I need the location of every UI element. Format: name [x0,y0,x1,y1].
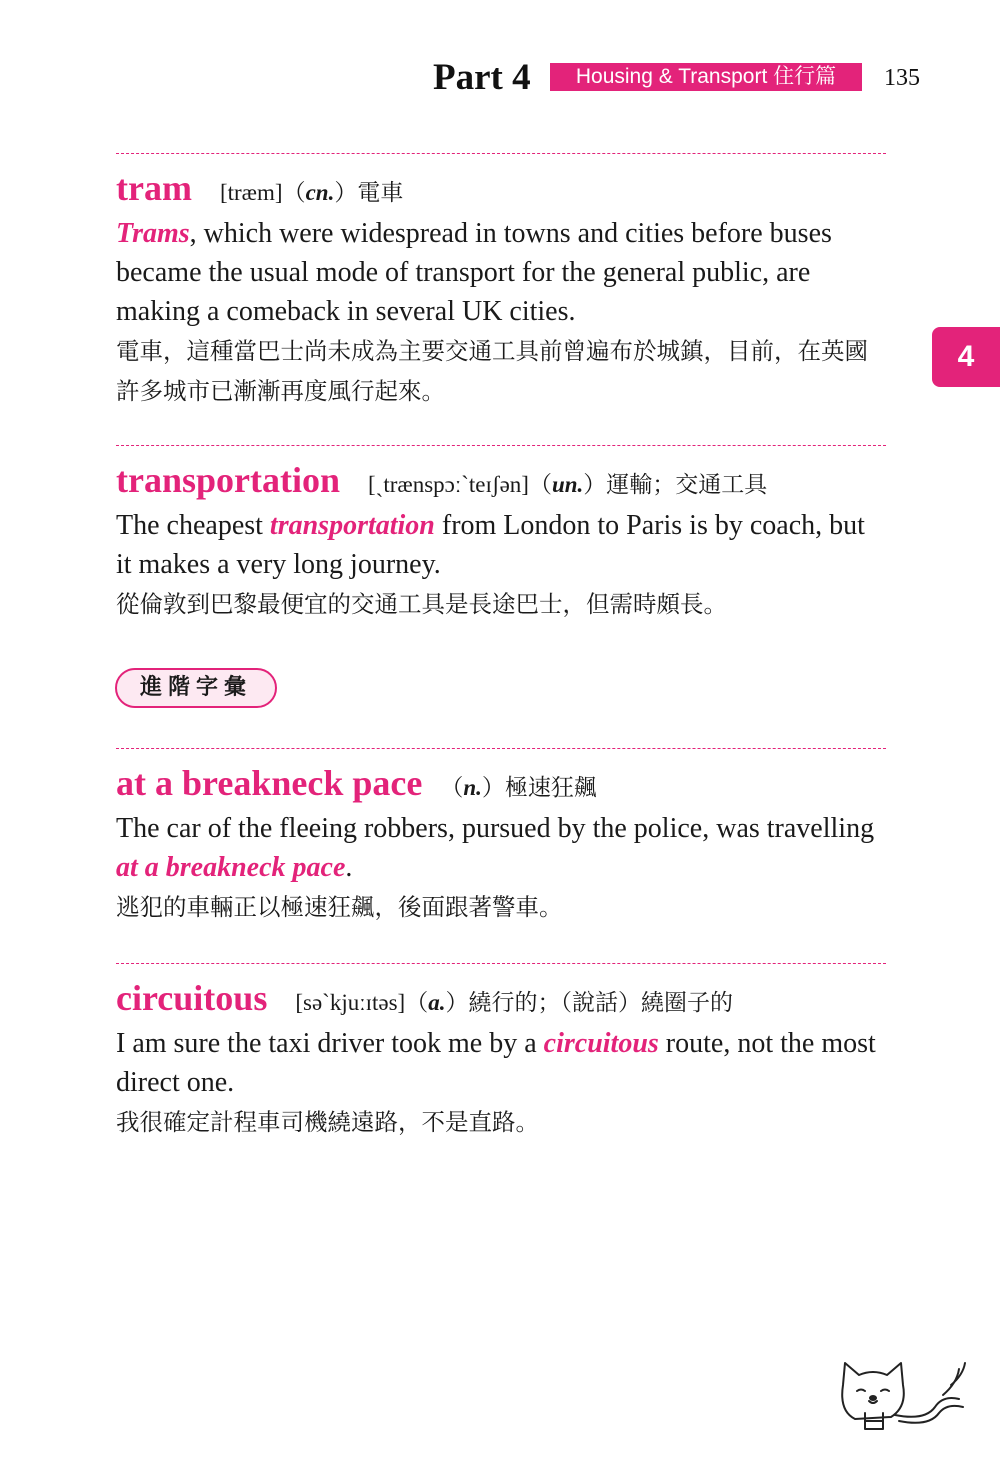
example-sentence [116,1024,886,1102]
page-header [0,56,1000,100]
section-badge: Housing & Transport 住行篇 [550,63,862,91]
entry-headline [116,458,886,502]
vocab-entry [116,458,886,624]
headword: at a breakneck pace [116,763,423,803]
headword: transportation [116,460,340,500]
translation: 逃犯的車輛正以極速狂飆，後面跟著警車。 [116,893,563,921]
translation: 我很確定計程車司機繞遠路，不是直路。 [116,1108,539,1136]
example-text: . [345,852,353,883]
page-number: 135 [884,65,920,91]
vocab-entry [116,761,886,927]
entry-headline [116,761,886,805]
example-sentence [116,506,886,584]
translation: 從倫敦到巴黎最便宜的交通工具是長途巴士，但需時頗長。 [116,590,727,618]
pos-abbrev: cn. [305,180,335,205]
phonetic: [træm] [219,180,283,205]
chapter-tab: 4 [932,327,1000,387]
meaning: 極速狂飆 [504,775,597,801]
part-of-speech: （cn.） [282,180,358,205]
example-text: , which were widespread in towns and cities before buses became the usual mode of transport for the general public, are making a comeback in several UK cities. [116,218,832,327]
part-title: Part 4 [433,57,531,98]
meaning: 電車 [357,180,404,206]
advanced-vocab-label: 進階字彙 [115,668,277,708]
example-keyword: circuitous [543,1028,659,1059]
pos-abbrev: n. [463,775,482,800]
example-keyword: at a breakneck pace [116,852,346,883]
example-keyword: transportation [269,510,435,541]
pos-abbrev: a. [428,990,446,1015]
example-text: route, not the most direct one. [116,1028,876,1098]
example-text: from London to Paris is by coach, but it makes a very long journey. [116,510,865,580]
pos-abbrev: un. [551,472,584,497]
entry-headline [116,166,886,210]
dashed-divider [116,963,886,964]
entry-headline [116,976,886,1020]
dashed-divider [116,748,886,749]
phonetic: [ˏtrænspɔːˋteɪʃən] [368,472,529,497]
dashed-divider [116,153,886,154]
translation: 電車，這種當巴士尚未成為主要交通工具前曾遍布於城鎮，目前，在英國許多城市已漸漸再度風行起來。 [116,337,868,405]
part-of-speech: （n.） [440,775,505,800]
example-text: I am sure the taxi driver took me by a [116,1028,544,1059]
meaning: 繞行的；（說話）繞圈子的 [468,990,733,1016]
headword: circuitous [116,978,268,1018]
example-text: The car of the fleeing robbers, pursued by the police, was travelling [116,813,875,844]
part-of-speech: （un.） [528,472,607,497]
meaning: 運輸；交通工具 [606,472,768,498]
headword: tram [116,168,192,208]
cat-illustration-icon [835,1355,970,1435]
vocab-entry [116,166,886,411]
phonetic: [səˋkjuːɪtəs] [295,990,406,1015]
example-sentence [116,214,886,331]
example-text: The cheapest [116,510,270,541]
vocab-entry [116,976,886,1142]
dashed-divider [116,445,886,446]
example-sentence [116,809,886,887]
part-of-speech: （a.） [405,990,469,1015]
example-keyword: Trams [116,218,190,249]
